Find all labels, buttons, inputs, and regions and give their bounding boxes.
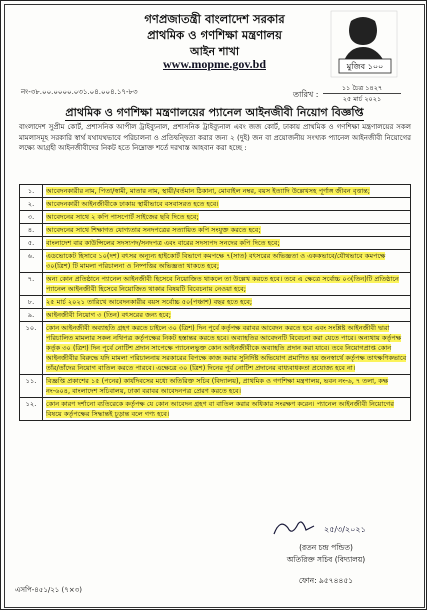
condition-text-cell xyxy=(43,237,411,250)
condition-text: বাংলাদেশ বার কাউন্সিলের সদস্যপদ/সনদপত্র এবং বারের সদস্যপদ সনদের কপি দিতে হবে; xyxy=(46,239,280,247)
condition-row xyxy=(20,296,411,309)
condition-number: ১১. xyxy=(20,375,43,398)
condition-text-cell xyxy=(43,375,411,398)
condition-row xyxy=(20,273,411,296)
conditions-table xyxy=(19,184,411,421)
header-website-link[interactable]: www.mopme.gov.bd xyxy=(162,57,266,71)
condition-text-cell xyxy=(43,185,411,198)
condition-row xyxy=(20,185,411,198)
intro-paragraph: বাংলাদেশ সুপ্রীম কোর্ট, প্রশাসনিক আপীল ট্রাইব্যুনাল, প্রশাসনিক ট্রাইব্যুনাল এবং জজ কোর্ট, ঢাকায় প্রাথমিক ও গণশিক্ষা মন্ত্রণালয়ের সকল মামলাসমূহ সরকারি স্বার্থ যথাযথভাবে পরিচালনা ও প্রতিদ্বন্দ্বিতা করার জন্য ২ (দুই) জন বা প্রয়োজনীয় সংখ্যক প্যানেল আইনজীবী নিয়োগের লক্ষ্যে আগ্রহী আইনজীবীদের নিকট হতে নিম্নোক্ত শর্তে দরখাস্ত আহবান করা হচ্ছে : xyxy=(19,123,411,152)
condition-text: আইনজীবী নিয়োগ ৩ (তিন) বৎসরের জন্য হবে; xyxy=(46,311,171,319)
condition-text: এডভোকেট হিসাবে ১০(দশ) বৎসর অন্যূন্য হাইকোর্ট বিভাগে কমপক্ষে ৭(সাত) বৎসরের অভিজ্ঞতা ও এককভাবে/যৌথভাবে কমপক্ষে ৩০(ত্রিশ) টি মামলা পরিচালনা ও নিষ্পত্তির অভিজ্ঞতা থাকতে হবে; xyxy=(46,252,386,270)
condition-number: ১. xyxy=(20,185,43,198)
condition-text: আবেদনের সাথে ২ কপি পাসপোর্ট সাইজের ছবি দিতে হবে; xyxy=(46,213,199,221)
condition-row xyxy=(20,224,411,237)
condition-row xyxy=(20,198,411,211)
condition-text: ২৫ মার্চ ২০২১ তারিখে আবেদনকারীর বয়স সর্বোচ্চ ৫০(পঞ্চাশ) বছর হতে হবে; xyxy=(46,298,253,306)
condition-number: ৩. xyxy=(20,211,43,224)
condition-row xyxy=(20,398,411,421)
signature-date: ২৫/৩/২০২১ xyxy=(324,525,366,534)
date-english: ২৫ মার্চ ২০২১ xyxy=(342,95,382,103)
condition-number: ৬. xyxy=(20,250,43,273)
condition-text: কোন আইনজীবী অব্যাহতি গ্রহণ করতে চাইলে ৩০ (ত্রিশ) দিন পূর্বে কর্তৃপক্ষ বরাবর আবেদন করতে হবে এবং সংশ্লিষ্ট আইনজীবী দ্বারা পরিচালিত মামলার সকল নথিপত্র কর্তৃপক্ষের নিকট হস্তান্তর করতে হবে। অব্যাহতির আবেদনটি বিবেচনা করা যেতে পারে। অন্যথায় কর্তৃপক্ষ কর্তৃক ৩০ (ত্রিশ) দিন পূর্বে নোটিশ প্রদান সাপেক্ষে প্যানেলভুক্ত কোন আইনজীবীকে অব্যাহতি প্রদান করা যাবে। তবে নিয়োগপ্রাপ্ত কোন আইনজীবীর বিরুদ্ধে যদি মামলা পরিচালনায় সরকারের বিপক্ষে কাজ করার সুনির্দিষ্ট অভিযোগ প্রমাণিত হয় জনস্বার্থে কর্তৃপক্ষ তাৎক্ষণিকভাবে তাঁর/তাঁদের নিয়োগ বাতিল করতে পারবে। এক্ষেত্রে ৩০ (ত্রিশ) দিনের পূর্ব নোটিশ প্রদানের বাধ্যবাধকতা প্রযোজ্য হবে না। xyxy=(46,324,407,372)
memo-number: নং-৩৮.০০.০০০০.০৩১.০৪.০০৪.১৭-৮৩ xyxy=(21,88,138,96)
condition-text-cell xyxy=(43,322,411,375)
notice-title-text: প্রাথমিক ও গণশিক্ষা মন্ত্রণালয়ের প্যানেল আইনজীবী নিয়োগ বিজ্ঞপ্তি xyxy=(65,106,364,119)
condition-number: ৪. xyxy=(20,224,43,237)
date-bangla: ১১ চৈত্র ১৪২৭ xyxy=(323,83,401,94)
condition-text: আবেদনকারীর নাম, পিতা/স্বামী, মাতার নাম, স্থায়ী/বর্তমান ঠিকানা, মোবাইল নম্বর, বয়স ইত্যাদি উল্লেখসহ পূর্ণাঙ্গ জীবন বৃত্তান্ত; xyxy=(46,187,370,195)
condition-row xyxy=(20,322,411,375)
notice-title xyxy=(1,104,427,123)
condition-number: ৮. xyxy=(20,296,43,309)
condition-text: আবেদনকারী আইনজীবীকে ঢাকায় স্থায়ীভাবে বসবাসরত হতে হবে। xyxy=(46,200,219,208)
condition-number: ১০. xyxy=(20,322,43,375)
header-ministry: প্রাথমিক ও গণশিক্ষা মন্ত্রণালয় xyxy=(147,28,282,42)
condition-text-cell xyxy=(43,398,411,421)
condition-text-cell xyxy=(43,296,411,309)
condition-number: ৫. xyxy=(20,237,43,250)
condition-text-cell xyxy=(43,309,411,322)
condition-row xyxy=(20,237,411,250)
condition-text-cell xyxy=(43,273,411,296)
signatory-designation: অতিরিক্ত সচিব (বিদ্যালয়) xyxy=(286,555,366,564)
date-box xyxy=(323,83,401,105)
condition-text-cell xyxy=(43,211,411,224)
condition-number: ২. xyxy=(20,198,43,211)
date-label: তারিখ : xyxy=(293,90,319,99)
mujib-100-logo xyxy=(329,9,399,79)
signature-mark xyxy=(266,514,406,542)
condition-number: ৯. xyxy=(20,309,43,322)
condition-text: আবেদনের সাথে শিক্ষাগত যোগ্যতার সনদপত্রের সত্যায়িত কপি সংযুক্ত করতে হবে; xyxy=(46,226,261,234)
logo-text: মুজিব ১০০ xyxy=(346,62,384,71)
header-government: গণপ্রজাতন্ত্রী বাংলাদেশ সরকার xyxy=(144,12,285,26)
header-section: আইন শাখা xyxy=(189,45,240,58)
condition-text-cell xyxy=(43,250,411,273)
condition-text: বিজ্ঞপ্তি প্রকাশের ১৫ (পনের) কার্যদিবসের মধ্যে অতিরিক্ত সচিব (বিদ্যালয়), প্রাথমিক ও গণশিক্ষা মন্ত্রণালয়, ভবন নং-৬, ৭ তলা, কক্ষ নং-৬০৪, বাংলাদেশ সচিবালয়, ঢাকা বরাবর আবেদনপত্র প্রেরণ করতে হবে। xyxy=(46,377,389,395)
condition-row xyxy=(20,309,411,322)
condition-text-cell xyxy=(43,224,411,237)
condition-row xyxy=(20,250,411,273)
condition-number: ৭. xyxy=(20,273,43,296)
signatory-phone: ফোন: ৯৫৭৪৪৫১ xyxy=(298,576,354,585)
condition-text: কোন কারণ দর্শানো ব্যতিরেকে কর্তৃপক্ষ যে কোন আবেদন গ্রহণ বা বাতিল করার অধিকার সংরক্ষণ করেন। প্যানেল আইনজীবী নিয়োগের বিষয়ে কর্তৃপক্ষের সিদ্ধান্তই চূড়ান্ত বলে গণ্য হবে। xyxy=(46,400,394,418)
footer-code: এসপি-৪৫১/২১ (৭×৩) xyxy=(15,586,82,594)
condition-number: ১২. xyxy=(20,398,43,421)
signatory-name: (রতন চন্দ্র পন্ডিত) xyxy=(299,543,353,552)
condition-text: অন্য কোন প্রতিষ্ঠানে প্যানেল আইনজীবী হিসেবে নিয়োজিত থাকলে তা উল্লেখ করতে হবে। তবে এ ক্ষেত্রে সর্বোচ্চ ০৩(তিন)টি প্রতিষ্ঠানে প্যানেল আইনজীবী হিসেবে নিয়োজিত থাকার বিষয়টি বিবেচনায় নেওয়া হবে; xyxy=(46,275,399,293)
condition-text-cell xyxy=(43,198,411,211)
condition-row xyxy=(20,375,411,398)
condition-row xyxy=(20,211,411,224)
